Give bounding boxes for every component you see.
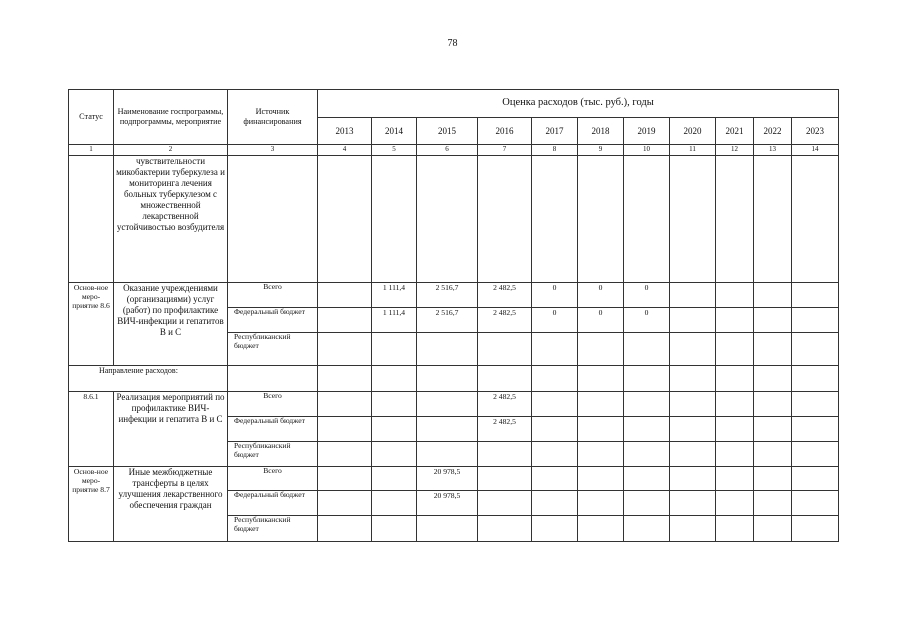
value-cell: 0 [624, 283, 670, 308]
activity-name: Реализация мероприятий по профилактике ВИЧ-инфекции и гепатита В и С [114, 392, 228, 467]
value-cell [670, 467, 716, 491]
value-cell [372, 467, 417, 491]
header-year: 2017 [532, 118, 578, 145]
column-number: 3 [228, 145, 318, 156]
column-number: 2 [114, 145, 228, 156]
value-cell [372, 516, 417, 542]
value-cell [417, 392, 478, 417]
value-cell [716, 516, 754, 542]
value-cell [478, 333, 532, 366]
value-cell [532, 392, 578, 417]
value-cell [372, 442, 417, 467]
value-cell: 0 [532, 308, 578, 333]
value-cell: 0 [578, 308, 624, 333]
value-cell [624, 333, 670, 366]
value-cell [792, 442, 839, 467]
value-cell [792, 417, 839, 442]
value-cell [754, 467, 792, 491]
source-cell: Республиканский бюджет [228, 333, 318, 366]
column-number: 8 [532, 145, 578, 156]
value-cell: 2 482,5 [478, 308, 532, 333]
value-cell [417, 516, 478, 542]
value-cell [670, 392, 716, 417]
value-cell [624, 417, 670, 442]
activity-name: Иные межбюджетные трансферты в целях улучшения лекарственного обеспечения граждан [114, 467, 228, 542]
status-cell: Основ-ное меро-приятие 8.7 [69, 467, 114, 542]
value-cell [754, 333, 792, 366]
value-cell [318, 442, 372, 467]
value-cell [318, 516, 372, 542]
source-cell: Федеральный бюджет [228, 417, 318, 442]
value-cell [478, 516, 532, 542]
value-cell [792, 392, 839, 417]
value-cell [792, 308, 839, 333]
header-name: Наименование госпрограммы, подпрограммы, мероприятие [114, 90, 228, 145]
column-number: 11 [670, 145, 716, 156]
value-cell [670, 516, 716, 542]
header-source: Источник финансирования [228, 90, 318, 145]
value-cell [754, 417, 792, 442]
direction-label: Направление расходов: [69, 366, 228, 392]
value-cell: 0 [624, 308, 670, 333]
value-cell [578, 491, 624, 516]
value-cell [372, 491, 417, 516]
header-year: 2022 [754, 118, 792, 145]
column-number: 9 [578, 145, 624, 156]
table-row [69, 283, 839, 308]
value-cell [532, 442, 578, 467]
header-year: 2023 [792, 118, 839, 145]
value-cell [670, 417, 716, 442]
value-cell [716, 392, 754, 417]
header-year: 2013 [318, 118, 372, 145]
value-cell: 20 978,5 [417, 467, 478, 491]
value-cell [754, 491, 792, 516]
value-cell [417, 333, 478, 366]
value-cell [716, 442, 754, 467]
value-cell: 20 978,5 [417, 491, 478, 516]
value-cell [318, 392, 372, 417]
value-cell [716, 308, 754, 333]
value-cell [670, 283, 716, 308]
value-cell [532, 491, 578, 516]
column-number: 12 [716, 145, 754, 156]
column-number: 14 [792, 145, 839, 156]
source-cell: Республиканский бюджет [228, 442, 318, 467]
value-cell [792, 491, 839, 516]
source-cell: Федеральный бюджет [228, 491, 318, 516]
header-year: 2020 [670, 118, 716, 145]
value-cell: 0 [532, 283, 578, 308]
table-row [69, 467, 839, 491]
value-cell [578, 417, 624, 442]
value-cell [754, 442, 792, 467]
value-cell [716, 283, 754, 308]
value-cell [372, 333, 417, 366]
header-estimate: Оценка расходов (тыс. руб.), годы [318, 90, 839, 118]
header-year: 2015 [417, 118, 478, 145]
value-cell [578, 442, 624, 467]
cont-name-cell: чувствительности микобактерии туберкулеза и мониторинга лечения больных туберкулезом с множественной лекарственной устойчивостью возбудителя [114, 156, 228, 283]
status-cell: Основ-ное меро-приятие 8.6 [69, 283, 114, 366]
value-cell [578, 333, 624, 366]
value-cell [670, 491, 716, 516]
value-cell: 2 482,5 [478, 392, 532, 417]
source-cell: Республиканский бюджет [228, 516, 318, 542]
value-cell [792, 283, 839, 308]
value-cell [624, 392, 670, 417]
value-cell [478, 491, 532, 516]
value-cell [532, 417, 578, 442]
column-number: 10 [624, 145, 670, 156]
value-cell [670, 308, 716, 333]
value-cell [792, 516, 839, 542]
header-year: 2018 [578, 118, 624, 145]
value-cell [716, 491, 754, 516]
header-year: 2021 [716, 118, 754, 145]
value-cell [716, 333, 754, 366]
source-cell: Всего [228, 392, 318, 417]
column-number: 6 [417, 145, 478, 156]
value-cell: 2 482,5 [478, 417, 532, 442]
value-cell [532, 516, 578, 542]
header-year: 2016 [478, 118, 532, 145]
status-cell: 8.6.1 [69, 392, 114, 467]
value-cell [318, 467, 372, 491]
direction-row [69, 366, 839, 392]
value-cell [670, 333, 716, 366]
page-number: 78 [447, 38, 458, 49]
value-cell [754, 283, 792, 308]
value-cell [318, 491, 372, 516]
value-cell [417, 417, 478, 442]
continuation-row [69, 156, 839, 283]
header-year: 2014 [372, 118, 417, 145]
value-cell [578, 516, 624, 542]
value-cell [624, 467, 670, 491]
value-cell [318, 308, 372, 333]
cont-status-cell [69, 156, 114, 283]
value-cell [624, 491, 670, 516]
value-cell [754, 392, 792, 417]
column-number: 5 [372, 145, 417, 156]
value-cell [670, 442, 716, 467]
source-cell: Всего [228, 467, 318, 491]
value-cell [478, 467, 532, 491]
value-cell [754, 308, 792, 333]
column-number: 1 [69, 145, 114, 156]
source-cell: Всего [228, 283, 318, 308]
value-cell: 0 [578, 283, 624, 308]
value-cell [372, 392, 417, 417]
value-cell [578, 467, 624, 491]
column-number: 7 [478, 145, 532, 156]
value-cell: 1 111,4 [372, 283, 417, 308]
value-cell: 2 516,7 [417, 283, 478, 308]
value-cell [754, 516, 792, 542]
value-cell [372, 417, 417, 442]
value-cell: 1 111,4 [372, 308, 417, 333]
header-status: Статус [69, 90, 114, 145]
value-cell [792, 333, 839, 366]
value-cell [318, 333, 372, 366]
value-cell [716, 417, 754, 442]
value-cell [578, 392, 624, 417]
expenses-table [68, 89, 839, 542]
source-cell: Федеральный бюджет [228, 308, 318, 333]
value-cell [624, 516, 670, 542]
value-cell [532, 467, 578, 491]
value-cell [624, 442, 670, 467]
value-cell [792, 467, 839, 491]
column-number: 4 [318, 145, 372, 156]
value-cell [532, 333, 578, 366]
header-year: 2019 [624, 118, 670, 145]
value-cell: 2 482,5 [478, 283, 532, 308]
value-cell [716, 467, 754, 491]
value-cell [478, 442, 532, 467]
value-cell: 2 516,7 [417, 308, 478, 333]
value-cell [318, 417, 372, 442]
value-cell [318, 283, 372, 308]
table-row [69, 392, 839, 417]
activity-name: Оказание учреждениями (организациями) услуг (работ) по профилактике ВИЧ-инфекции и гепатитов В и С [114, 283, 228, 366]
column-number: 13 [754, 145, 792, 156]
value-cell [417, 442, 478, 467]
